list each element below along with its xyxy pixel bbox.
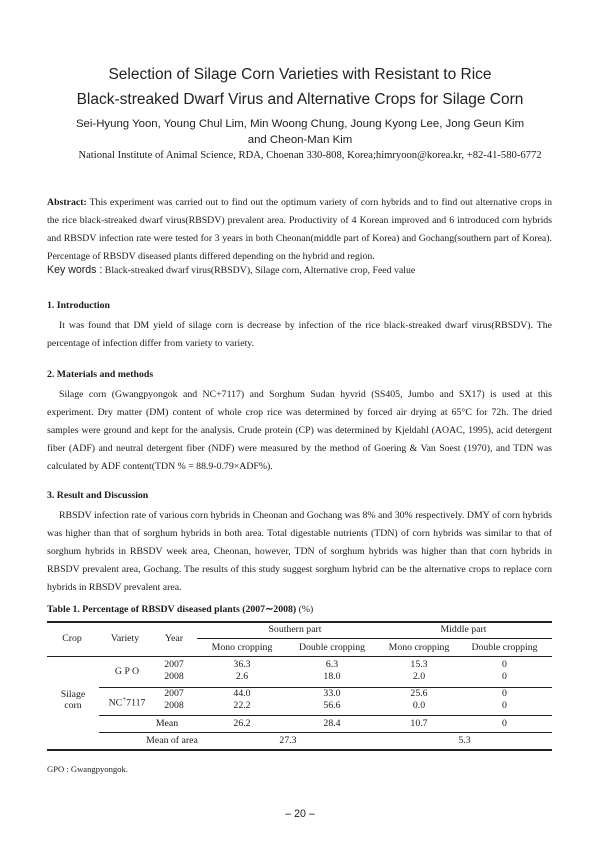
mid-mono-cell: 15.3 — [410, 659, 428, 670]
year-cell: 2008 — [164, 700, 184, 711]
mean-label: Mean — [155, 718, 179, 729]
table-mean-bottom-rule — [99, 732, 552, 733]
header-south-mono: Mono cropping — [211, 642, 273, 653]
section-heading-introduction: 1. Introduction — [47, 300, 110, 311]
south-mono-cell: 44.0 — [233, 688, 251, 699]
data-table — [47, 621, 552, 753]
south-mono-cell: 36.3 — [233, 659, 251, 670]
south-double-cell: 33.0 — [323, 688, 341, 699]
mid-mono-cell: 25.6 — [410, 688, 428, 699]
section-body-results: RBSDV infection rate of various corn hybrids in Cheonan and Gochang was 8% and 30% respectively. DMY of corn hybrids was higher than that of sorghum hybrids in both area. Total digestable nutrients (TDN) of corn hybrids was similar to that of sorghum hybrids in RBSDV week area, Cheonan, however, TDN of sorghum hybrids was higher than that corn hybrids in RBSDV prevalent area, Gochang. The results of this study suggest sorghum hybrid can be the alternative crops to replace corn hybrids in RBSDV prevalent area. — [47, 510, 552, 593]
header-crop: Crop — [62, 633, 82, 644]
mean-cell: 28.4 — [323, 718, 341, 729]
abstract-label: Abstract: — [47, 197, 87, 208]
keywords-label: Key words : — [47, 264, 103, 276]
table-group-rule-middle — [375, 638, 552, 639]
authors-line-1: Sei-Hyung Yoon, Young Chul Lim, Min Woong Chung, Joung Kyong Lee, Jong Geun Kim — [75, 118, 525, 130]
mean-of-area-middle: 5.3 — [458, 735, 471, 746]
mean-cell: 26.2 — [233, 718, 251, 729]
mid-mono-cell: 0.0 — [412, 700, 426, 711]
table-header-rule — [47, 656, 552, 657]
mean-cell: 0 — [502, 718, 507, 729]
header-middle-part: Middle part — [440, 624, 487, 635]
south-double-cell: 56.6 — [323, 700, 341, 711]
abstract-text: This experiment was carried out to find out the optimum variety of corn hybrids and to find out alternative crops in the rice black-streaked dwarf virus(RBSDV) prevalent area. Productivity of 4 Korean improved and 6 introduced corn hybrids and RBSDV infection rate were tested for 3 years in both Cheonan(middle part of Korea) and Gochang(southern part of Korea). Percentage of RBSDV diseased plants differed depending on the hybrid and region. — [47, 197, 552, 262]
south-double-cell: 6.3 — [325, 659, 339, 670]
variety-nc7117 — [99, 695, 155, 708]
affiliation: National Institute of Animal Science, RDA, Choenan 330-808, Korea;himryoon@korea.kr, +82-41-580-6772 — [78, 150, 542, 161]
table-caption — [47, 604, 313, 615]
page-number: – 20 – — [285, 808, 315, 820]
mid-mono-cell: 2.0 — [412, 671, 426, 682]
keywords — [47, 264, 552, 276]
section-body-methods: Silage corn (Gwangpyongok and NC+7117) and Sorghum Sudan hyvrid (SS405, Jumbo and SX17) is used at this experiment. Dry matter (DM) content of whole crop rice was determined by forced air drying at 65°C for 72h. The dried samples were ground and kept for the analysis. Crude protein (CP) was determined by Kjeldahl (AOAC, 1995), acid detergent fiber (ADF) and neutral detergent fiber (NDF) were measured by the method of Goering & Van Soest (1970), and TDN was calculated by ADF content(TDN % = 88.9-0.79×ADF%). — [47, 389, 552, 472]
south-mono-cell: 22.2 — [233, 700, 251, 711]
crop-label-line-2: corn — [64, 700, 82, 711]
table-caption-title: Table 1. Percentage of RBSDV diseased plants (2007∼2008) — [47, 604, 297, 615]
variety-nc7117-number: 7117 — [126, 697, 146, 709]
mean-of-area-label: Mean of area — [146, 735, 198, 746]
authors-line-2: and Cheon-Man Kim — [247, 134, 353, 146]
table-footnote: GPO : Gwangpyongok. — [47, 764, 128, 774]
header-mid-mono: Mono cropping — [388, 642, 450, 653]
table-caption-unit: (%) — [298, 604, 314, 615]
mid-double-cell: 0 — [502, 671, 507, 682]
mean-of-area-south: 27.3 — [279, 735, 297, 746]
year-cell: 2007 — [164, 659, 184, 670]
table-bottom-rule — [47, 749, 552, 751]
variety-nc7117-prefix: NC — [108, 697, 123, 709]
paper-title-line-1: Selection of Silage Corn Varieties with Resistant to Rice — [108, 66, 492, 83]
keywords-text: Black-streaked dwarf virus(RBSDV), Silage corn, Alternative crop, Feed value — [104, 265, 416, 276]
mean-cell: 10.7 — [410, 718, 428, 729]
header-south-double: Double cropping — [298, 642, 366, 653]
section-body-introduction: It was found that DM yield of silage corn is decrease by infection of the rice black-streaked dwarf virus(RBSDV). The percentage of infection differ from variety to variety. — [47, 320, 552, 349]
mid-double-cell: 0 — [502, 700, 507, 711]
header-southern-part: Southern part — [268, 624, 322, 635]
crop-label-line-1: Silage — [60, 689, 86, 700]
header-variety: Variety — [110, 633, 140, 644]
table-top-rule — [47, 621, 552, 623]
year-cell: 2008 — [164, 671, 184, 682]
section-heading-results: 3. Result and Discussion — [47, 490, 149, 501]
header-year: Year — [164, 633, 184, 644]
variety-gpo: G P O — [114, 666, 140, 677]
mid-double-cell: 0 — [502, 688, 507, 699]
paper-title-line-2: Black-streaked Dwarf Virus and Alternative Crops for Silage Corn — [76, 91, 524, 108]
south-double-cell: 18.0 — [323, 671, 341, 682]
south-mono-cell: 2.6 — [235, 671, 249, 682]
section-heading-methods: 2. Materials and methods — [47, 369, 154, 380]
year-cell: 2007 — [164, 688, 184, 699]
mid-double-cell: 0 — [502, 659, 507, 670]
table-group-rule-south — [197, 638, 393, 639]
table-mean-rule — [99, 715, 552, 716]
header-mid-double: Double cropping — [471, 642, 538, 653]
abstract — [47, 194, 552, 266]
variety-nc7117-plus: + — [122, 695, 127, 703]
